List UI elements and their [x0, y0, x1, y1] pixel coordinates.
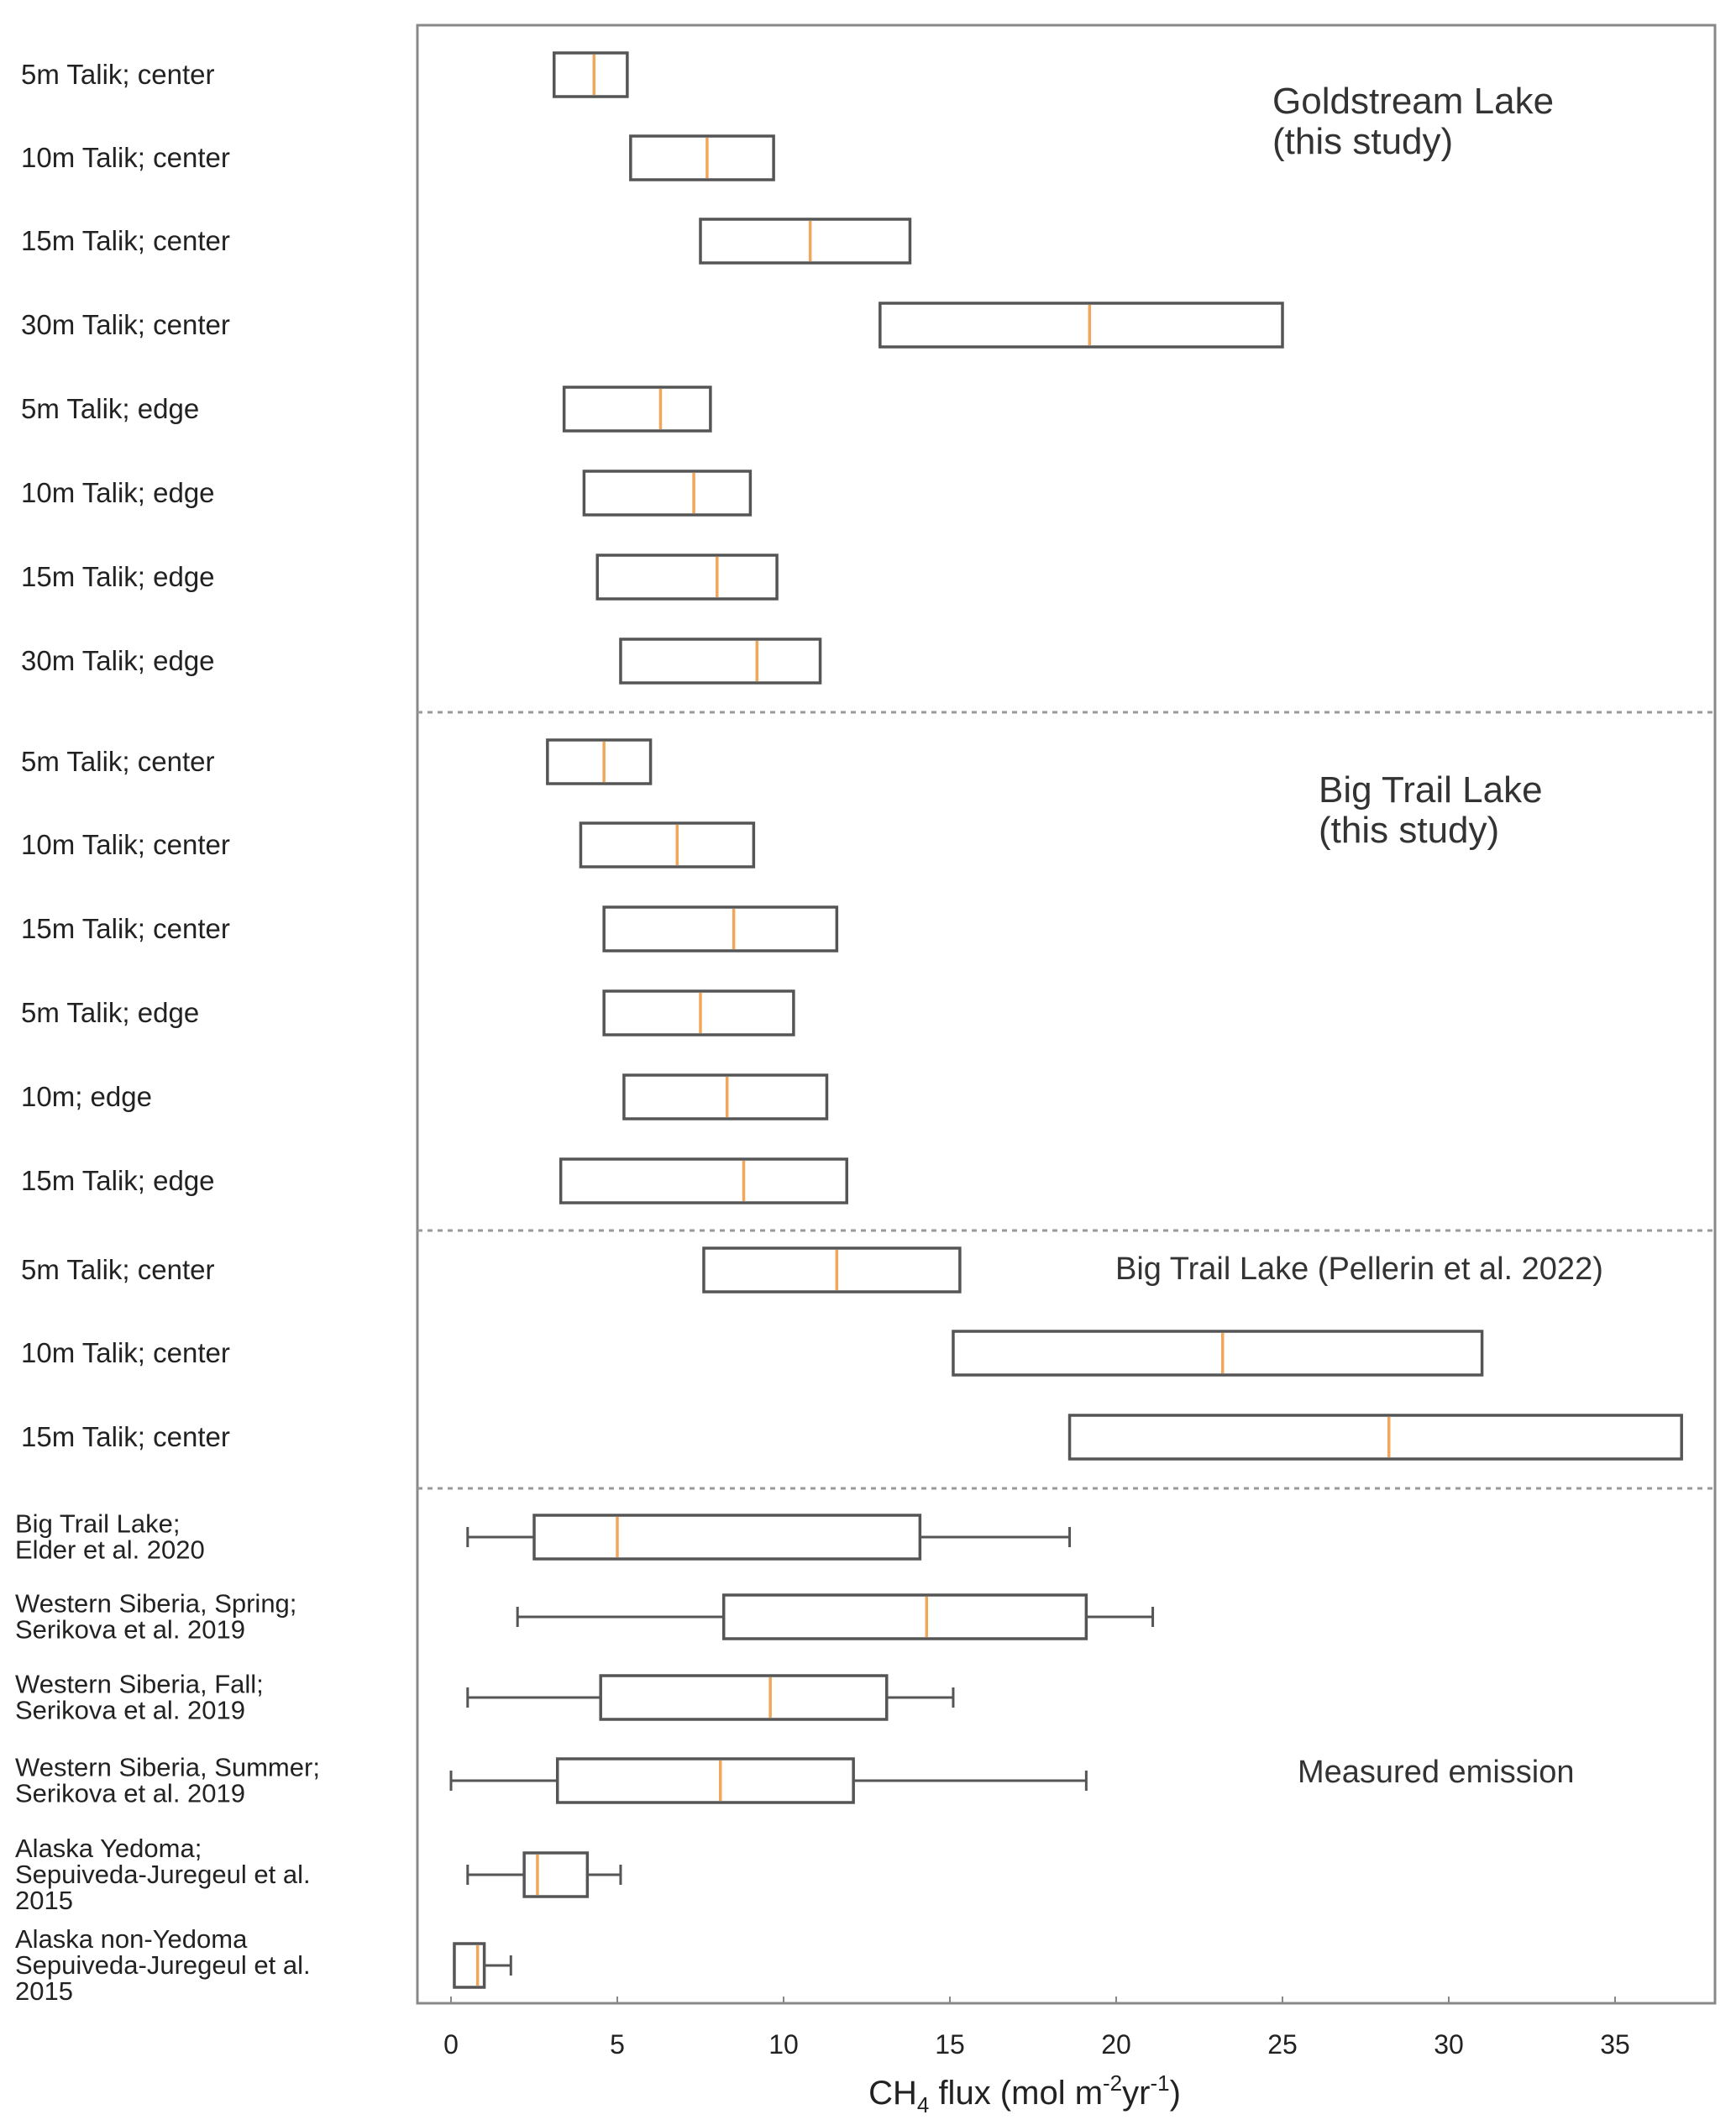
box-iqr [548, 740, 651, 784]
x-tick-label-35: 35 [1600, 2029, 1630, 2060]
group-label-2-line-2: (this study) [1319, 810, 1500, 851]
box-iqr [534, 1515, 920, 1559]
box-4 [880, 303, 1282, 347]
x-tick-label-5: 5 [610, 2029, 625, 2060]
x-tick-label-15: 15 [935, 2029, 965, 2060]
category-label-23-line-2: Sepuiveda-Juregeul et al. [15, 1950, 311, 1980]
box-iqr [564, 387, 711, 431]
box-iqr [724, 1595, 1087, 1639]
category-label-23-line-1: Alaska non-Yedoma [15, 1924, 248, 1954]
box-2 [631, 136, 774, 180]
category-label-2: 10m Talik; center [21, 142, 230, 173]
category-label-12: 5m Talik; edge [21, 997, 200, 1028]
category-label-16: 10m Talik; center [21, 1337, 230, 1368]
box-7 [597, 555, 777, 599]
box-14 [561, 1159, 847, 1203]
box-6 [584, 471, 750, 515]
category-label-22-line-1: Alaska Yedoma; [15, 1834, 202, 1863]
group-label-2-line-1: Big Trail Lake [1319, 769, 1543, 811]
box-iqr [1070, 1415, 1682, 1459]
category-label-1: 5m Talik; center [21, 59, 215, 90]
category-label-19-line-2: Serikova et al. 2019 [15, 1614, 246, 1645]
category-label-17: 15m Talik; center [21, 1421, 230, 1452]
x-tick-label-20: 20 [1101, 2029, 1131, 2060]
category-label-22-line-2: Sepuiveda-Juregeul et al. [15, 1860, 311, 1889]
x-tick-label-30: 30 [1434, 2029, 1464, 2060]
box-9 [548, 740, 651, 784]
category-label-4: 30m Talik; center [21, 309, 230, 340]
box-10 [580, 823, 753, 867]
box-15 [704, 1248, 960, 1292]
category-label-18-line-2: Elder et al. 2020 [15, 1535, 205, 1565]
box-iqr [604, 907, 837, 951]
box-iqr [601, 1676, 887, 1719]
category-label-22-line-3: 2015 [15, 1886, 73, 1915]
box-iqr [524, 1853, 587, 1897]
category-label-21-line-2: Serikova et al. 2019 [15, 1778, 246, 1808]
category-label-14: 15m Talik; edge [21, 1165, 215, 1196]
category-label-6: 10m Talik; edge [21, 477, 215, 508]
category-label-8: 30m Talik; edge [21, 645, 215, 676]
category-label-13: 10m; edge [21, 1081, 152, 1112]
box-16 [953, 1331, 1482, 1375]
box-iqr [454, 1944, 485, 1987]
box-iqr [561, 1159, 847, 1203]
box-12 [604, 991, 794, 1035]
box-5 [564, 387, 711, 431]
category-label-15: 5m Talik; center [21, 1254, 215, 1285]
box-iqr [624, 1075, 827, 1119]
category-label-9: 5m Talik; center [21, 746, 215, 777]
category-label-7: 15m Talik; edge [21, 561, 215, 592]
box-iqr [597, 555, 777, 599]
box-13 [624, 1075, 827, 1119]
category-label-5: 5m Talik; edge [21, 393, 200, 424]
category-label-21-line-1: Western Siberia, Summer; [15, 1752, 320, 1782]
box-iqr [554, 53, 627, 97]
box-8 [621, 639, 821, 683]
group-label-1-line-1: Goldstream Lake [1272, 81, 1555, 122]
x-tick-label-10: 10 [768, 2029, 799, 2060]
box-iqr [584, 471, 750, 515]
group-label-1-line-2: (this study) [1272, 121, 1454, 162]
box-iqr [580, 823, 753, 867]
category-label-19-line-1: Western Siberia, Spring; [15, 1588, 297, 1619]
x-tick-label-25: 25 [1267, 2029, 1298, 2060]
box-1 [554, 53, 627, 97]
x-axis-title: $CH_4$ flux (mol $m^{-2}yr^{-1}$) [868, 2070, 1181, 2117]
category-label-11: 15m Talik; center [21, 913, 230, 944]
box-iqr [953, 1331, 1482, 1375]
category-label-20-line-2: Serikova et al. 2019 [15, 1695, 246, 1725]
category-label-3: 15m Talik; center [21, 225, 230, 256]
category-label-10: 10m Talik; center [21, 829, 230, 860]
box-iqr [558, 1759, 853, 1803]
group-label-4: Measured emission [1298, 1755, 1575, 1790]
box-iqr [631, 136, 774, 180]
box-iqr [880, 303, 1282, 347]
box-3 [700, 219, 910, 263]
x-tick-label-0: 0 [443, 2029, 459, 2060]
box-iqr [700, 219, 910, 263]
category-label-23-line-3: 2015 [15, 1976, 73, 2006]
box-11 [604, 907, 837, 951]
group-label-3: Big Trail Lake (Pellerin et al. 2022) [1115, 1252, 1603, 1287]
category-label-18-line-1: Big Trail Lake; [15, 1509, 181, 1539]
box-iqr [704, 1248, 960, 1292]
category-label-20-line-1: Western Siberia, Fall; [15, 1669, 264, 1699]
box-iqr [621, 639, 821, 683]
box-17 [1070, 1415, 1682, 1459]
box-iqr [604, 991, 794, 1035]
